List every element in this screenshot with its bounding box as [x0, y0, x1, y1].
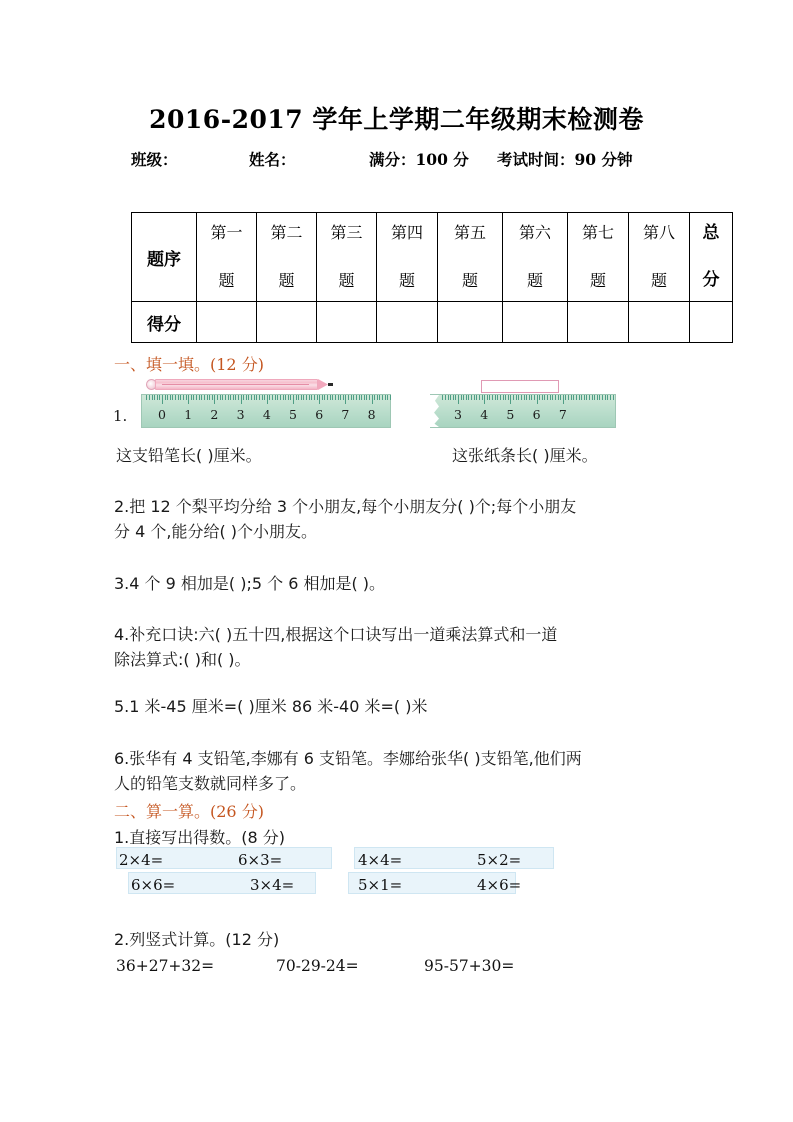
header-cell-q4	[377, 213, 438, 302]
vertical-calc-heading: 2.列竖式计算。(12 分)	[114, 930, 280, 949]
class-label: 班级：	[131, 150, 178, 169]
ruler-right-ticks	[431, 395, 615, 404]
paper-strip	[481, 380, 559, 393]
header-cell-q8-top: 第八	[642, 223, 675, 242]
ruler-left	[141, 394, 391, 428]
ruler-left-body	[141, 394, 391, 428]
header-cell-q2	[257, 213, 317, 302]
score-cell-q7[interactable]	[568, 302, 629, 343]
row-label-question-order: 题序	[132, 213, 197, 302]
ruler-left-label-6: 6	[315, 407, 324, 422]
oral-calc-2-3: 5×1=	[358, 876, 403, 894]
question-6-line-2: 人的铅笔支数就同样多了。	[114, 774, 307, 793]
header-cell-q8	[629, 213, 690, 302]
vertical-calc-row	[116, 957, 514, 975]
ruler-right-body	[430, 394, 616, 428]
oral-calc-1-1: 2×4=	[119, 851, 164, 869]
score-cell-q1[interactable]	[197, 302, 257, 343]
ruler-left-label-2: 2	[210, 407, 219, 422]
header-cell-q3-bottom: 题	[338, 271, 355, 290]
score-cell-q2[interactable]	[257, 302, 317, 343]
score-cell-q8[interactable]	[629, 302, 690, 343]
header-cell-q1	[197, 213, 257, 302]
ruler-right-label-4: 4	[480, 407, 489, 422]
header-cell-q7-top: 第七	[581, 223, 614, 242]
question-3-line-1: 3.4 个 9 相加是( );5 个 6 相加是( )。	[114, 574, 386, 593]
header-cell-q4-top: 第四	[390, 223, 423, 242]
score-cell-q5[interactable]	[438, 302, 503, 343]
header-cell-q6	[503, 213, 568, 302]
oral-calc-heading: 1.直接写出得数。(8 分)	[114, 828, 286, 847]
oral-calc-1-2: 6×3=	[238, 851, 283, 869]
ruler-right	[430, 394, 616, 428]
ruler-left-label-8: 8	[367, 407, 376, 422]
header-cell-total	[690, 213, 733, 302]
header-cell-q6-bottom: 题	[526, 271, 543, 290]
question-6-line-1: 6.张华有 4 支铅笔,李娜有 6 支铅笔。李娜给张华( )支铅笔,他们两	[114, 749, 582, 768]
header-cell-total-bottom: 分	[702, 270, 720, 290]
header-cell-q3-top: 第三	[330, 223, 363, 242]
pencil-icon	[146, 379, 336, 390]
vertical-calc-2: 70-29-24=	[276, 957, 359, 975]
ruler-left-label-4: 4	[262, 407, 271, 422]
header-cell-q2-bottom: 题	[278, 271, 295, 290]
header-cell-q8-bottom: 题	[650, 271, 667, 290]
header-cell-q5-top: 第五	[453, 223, 486, 242]
header-cell-q7-bottom: 题	[589, 271, 606, 290]
page-title: 2016-2017 学年上学期二年级期末检测卷	[149, 105, 644, 134]
ruler-left-label-5: 5	[289, 407, 297, 422]
header-cell-q6-top: 第六	[518, 223, 551, 242]
question-4-line-2: 除法算式:( )和( )。	[114, 650, 251, 669]
question-1-left-caption: 这支铅笔长( )厘米。	[116, 446, 262, 465]
score-cell-q6[interactable]	[503, 302, 568, 343]
exam-info-line	[131, 148, 691, 170]
question-2-line-1: 2.把 12 个梨平均分给 3 个小朋友,每个小朋友分( )个;每个小朋友	[114, 497, 577, 516]
header-cell-q1-top: 第一	[210, 223, 243, 242]
header-cell-q3	[317, 213, 377, 302]
oral-calc-row-2	[131, 876, 521, 894]
header-cell-q5	[438, 213, 503, 302]
table-row-question-order	[132, 213, 733, 302]
oral-calc-1-4: 5×2=	[477, 851, 522, 869]
ruler-right-numbers	[431, 407, 615, 425]
oral-calc-1-3: 4×4=	[358, 851, 403, 869]
ruler-right-label-3: 3	[454, 407, 462, 422]
score-cell-q4[interactable]	[377, 302, 438, 343]
row-label-score: 得分	[132, 302, 197, 343]
question-1-number: 1.	[113, 407, 128, 425]
pencil-lead	[328, 383, 333, 386]
header-cell-q7	[568, 213, 629, 302]
ruler-left-label-1: 1	[184, 407, 193, 422]
header-cell-q1-bottom: 题	[218, 271, 235, 290]
ruler-right-label-5: 5	[506, 407, 515, 422]
section-heading-one: 一、填一填。(12 分)	[114, 355, 264, 374]
pencil-body	[155, 379, 318, 390]
question-5-line-1: 5.1 米-45 厘米=( )厘米 86 米-40 米=( )米	[114, 697, 428, 716]
score-cell-q3[interactable]	[317, 302, 377, 343]
question-4-line-1: 4.补充口诀:六( )五十四,根据这个口诀写出一道乘法算式和一道	[114, 625, 558, 644]
oral-calc-2-1: 6×6=	[131, 876, 176, 894]
oral-calc-row-1	[119, 851, 521, 869]
oral-calc-2-2: 3×4=	[250, 876, 295, 894]
score-table	[131, 212, 733, 343]
ruler-left-label-3: 3	[236, 407, 245, 422]
header-cell-q2-top: 第二	[270, 223, 303, 242]
ruler-left-label-7: 7	[341, 407, 350, 422]
pencil-tip	[318, 379, 328, 390]
table-row-score	[132, 302, 733, 343]
score-cell-total[interactable]	[690, 302, 733, 343]
question-2-line-2: 分 4 个,能分给( )个小朋友。	[114, 522, 318, 541]
header-cell-total-top: 总	[702, 223, 720, 243]
ruler-left-label-0: 0	[158, 407, 166, 422]
ruler-left-ticks	[142, 395, 390, 404]
ruler-left-numbers	[142, 407, 390, 425]
header-cell-q5-bottom: 题	[461, 271, 478, 290]
header-cell-q4-bottom: 题	[398, 271, 415, 290]
vertical-calc-3: 95-57+30=	[424, 957, 515, 975]
exam-time-label: 考试时间：90 分钟	[497, 150, 633, 169]
oral-calc-2-4: 4×6=	[477, 876, 522, 894]
name-label: 姓名：	[249, 150, 296, 169]
ruler-right-label-7: 7	[558, 407, 567, 422]
section-heading-two: 二、算一算。(26 分)	[114, 802, 264, 821]
question-1-right-caption: 这张纸条长( )厘米。	[452, 446, 598, 465]
full-score-label: 满分：100 分	[369, 150, 469, 169]
vertical-calc-1: 36+27+32=	[116, 957, 215, 975]
ruler-right-label-6: 6	[532, 407, 541, 422]
